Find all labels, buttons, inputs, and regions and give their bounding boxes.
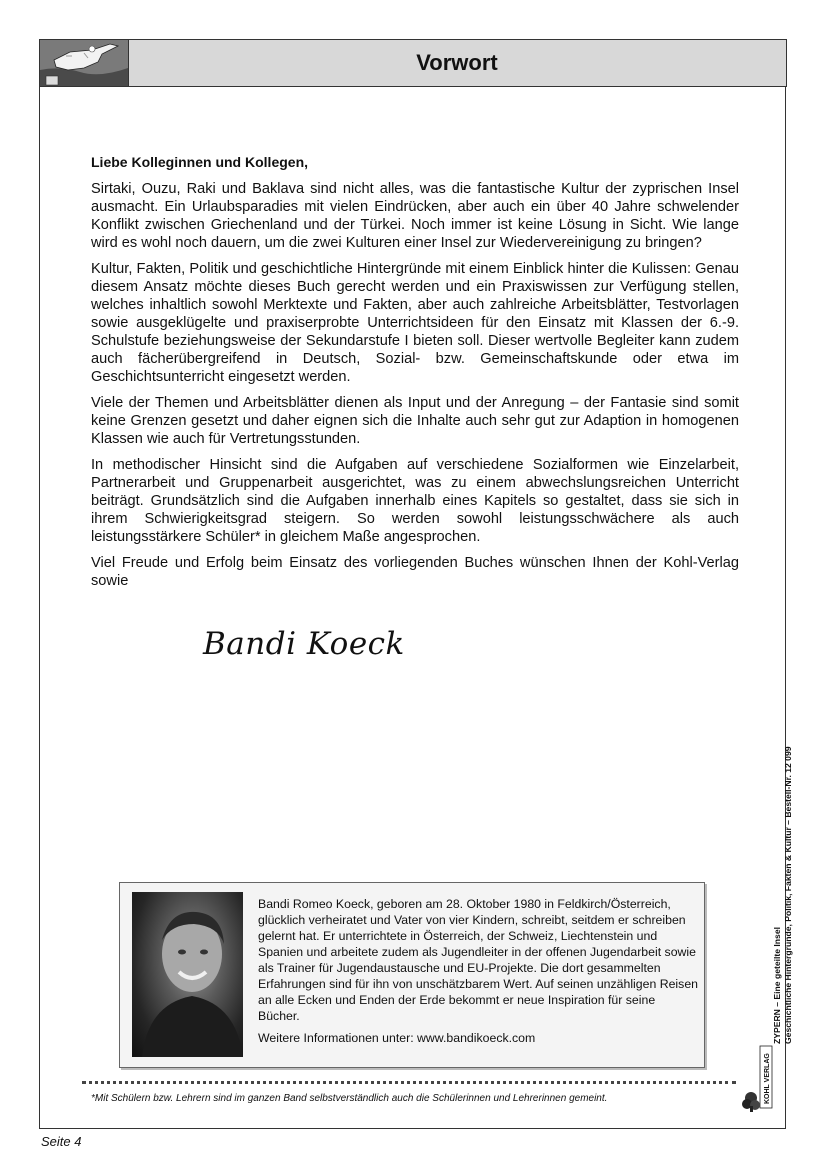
- portrait-icon: [132, 892, 243, 1057]
- header-bar: [39, 39, 787, 87]
- side-book-subtitle: Geschichtliche Hintergründe, Politik, Fakten & Kultur – Bestell-Nr. 12 099: [783, 746, 793, 1044]
- footnote-divider: [82, 1081, 736, 1084]
- bio-more-info: Weitere Informationen unter: www.bandikoeck.com: [258, 1031, 536, 1045]
- side-book-info: [772, 746, 794, 1044]
- publisher-logo: [742, 1044, 774, 1114]
- footnote: *Mit Schülern bzw. Lehrern sind im ganzen Band selbstverständlich auch die Schülerinnen und Lehrerinnen gemeint.: [91, 1093, 608, 1104]
- paragraph: In methodischer Hinsicht sind die Aufgaben auf verschiedene Sozialformen wie Einzelarbeit, Partnerarbeit und Gruppenarbeit ausgerichtet, was zu einem abwechslungsreichen Unterricht beiträgt. Grundsätzlich sind die Aufgaben innerhalb eines Kapitels so gestaltet, dass sie sich in ihrem Schwierigkeitsgrad steigern. So werden sowohl leistungsschwächere als auch leistungsstärkere Schüler* in gleichem Maße angesprochen.: [91, 457, 739, 545]
- cyprus-map-logo: [40, 40, 129, 86]
- paragraph: Viel Freude und Erfolg beim Einsatz des vorliegenden Buches wünschen Ihnen der Kohl-Verlag sowie: [91, 555, 739, 589]
- foreword-body: [91, 153, 739, 598]
- kohl-verlag-logo-icon: [742, 1044, 774, 1114]
- author-signature: Bandi Koeck: [203, 626, 405, 662]
- bio-paragraph: Bandi Romeo Koeck, geboren am 28. Oktober 1980 in Feldkirch/Österreich, glücklich verheiratet und Vater von vier Kindern, schreibt, seitdem er schreiben gelernt hat. Er unterrichtete in Österreich, der Schweiz, Liechtenstein und Spanien und arbeitete zudem als Jugendleiter in der offenen Jugendarbeit sowie als Trainer für Jugendaustausche und EU-Projekte. Die dort gesammelten Erfahrungen sind für ihn von unschätzbarem Wert. Auf seinen unzähligen Reisen an alle Ecken und Enden der Erde bekommt er neue Inspiration für seine Bücher.: [258, 897, 698, 1023]
- salutation: Liebe Kolleginnen und Kollegen,: [91, 154, 309, 170]
- page-title: Vorwort: [416, 50, 498, 75]
- paragraph: Viele der Themen und Arbeitsblätter dienen als Input und der Anregung – der Fantasie sind somit keine Grenzen gesetzt und daher eignen sich die Inhalte auch sehr gut zur Adaption in homogenen Klassen wie auch für Vertretungsstunden.: [91, 395, 739, 447]
- page-number: Seite 4: [41, 1134, 82, 1149]
- side-book-title: ZYPERN – Eine geteilte Insel: [772, 926, 782, 1044]
- publisher-name: KOHL VERLAG: [764, 1053, 771, 1104]
- author-photo: [132, 892, 243, 1057]
- paragraph: Sirtaki, Ouzu, Raki und Baklava sind nicht alles, was die fantastische Kultur der zyprischen Insel ausmacht. Ein Urlaubsparadies mit vielen Eindrücken, aber auch ein über 40 Jahre schwelender Konflikt zwischen Griechenland und der Türkei. Noch immer ist keine Lösung in Sicht. Wie lange wird es wohl noch dauern, um die zwei Kulturen einer Insel zur Wiedervereinigung zu bringen?: [91, 181, 739, 251]
- author-bio-box: [119, 882, 705, 1068]
- author-bio: [258, 896, 698, 1052]
- cyprus-map-icon: [40, 40, 128, 86]
- paragraph: Kultur, Fakten, Politik und geschichtliche Hintergründe mit einem Einblick hinter die Kulissen: Genau diesem Ansatz möchte dieses Buch gerecht werden und ein Praxiswissen zur Verfügung stellen, welches inhaltlich sowohl Merktexte und Fakten, aber auch zahlreiche Arbeitsblätter, Testvorlagen sowie ausgeklügelte und praxiserprobte Unterrichtsideen für den Einsatz mit Klassen der 6.-9. Schulstufe beziehungsweise der Sekundarstufe I bieten soll. Dieser wertvolle Begleiter kann zudem auch fächerübergreifend in Deutsch, Sozial- bzw. Gemeinschaftskunde oder etwa im Geschichtsunterricht eingesetzt werden.: [91, 261, 739, 385]
